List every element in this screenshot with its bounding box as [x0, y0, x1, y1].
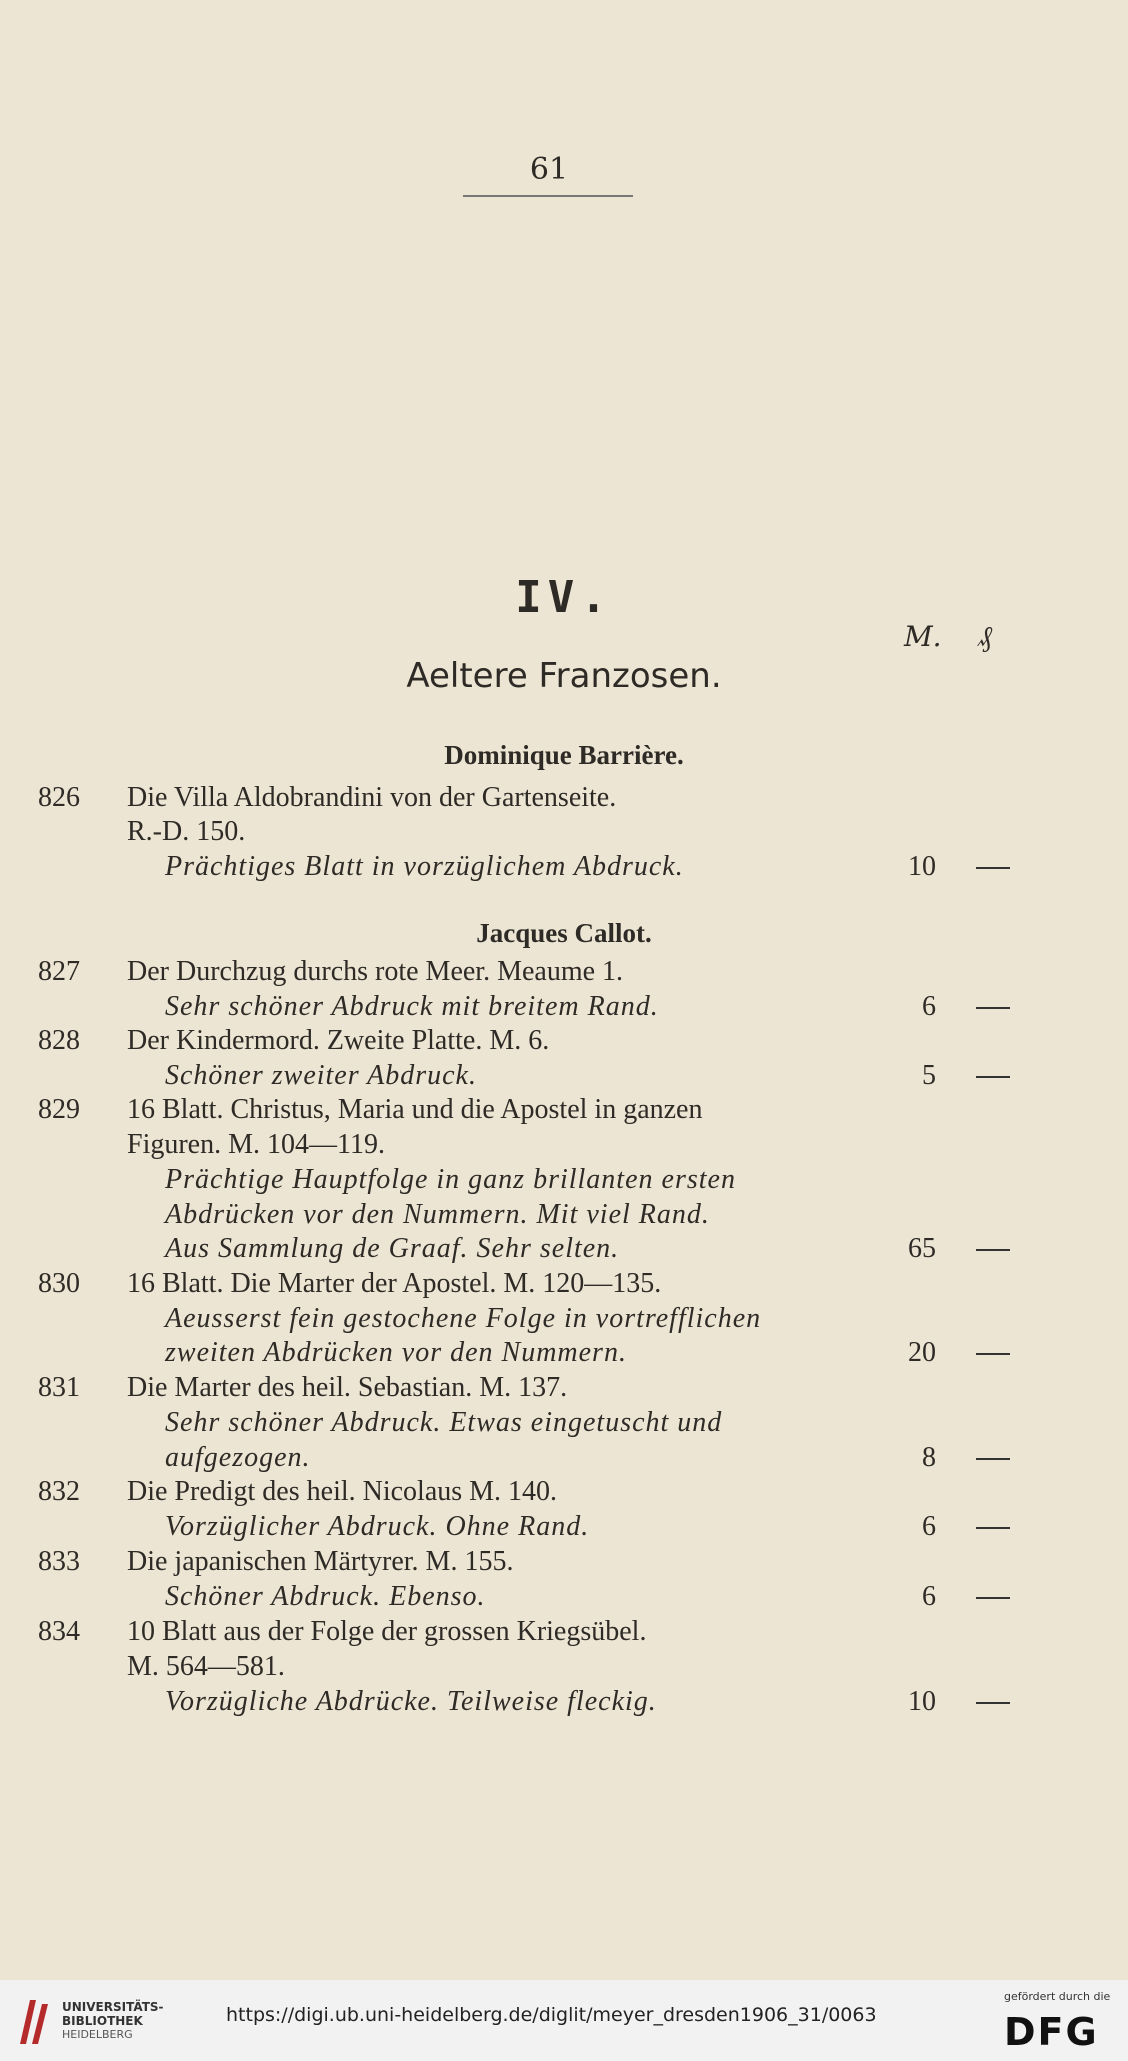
lot-number: 830 [38, 1268, 80, 1299]
pfennig-dash [976, 1076, 1010, 1078]
pfennig-dash [976, 1527, 1010, 1529]
lot-title: Die Marter des heil. Sebastian. M. 137. [127, 1372, 568, 1403]
catalogue-line [0, 1371, 1128, 1405]
lot-number: 832 [38, 1476, 80, 1507]
catalogue-line [0, 1232, 1128, 1266]
lot-number: 827 [38, 956, 80, 987]
lot-price-marks: 65 [908, 1233, 936, 1264]
pfennig-column-header: ₰ [978, 620, 992, 653]
lot-description: zweiten Abdrücken vor den Nummern. [165, 1337, 627, 1368]
library-city: HEIDELBERG [62, 2028, 133, 2041]
lot-title: Die japanischen Märtyrer. M. 155. [127, 1546, 514, 1577]
pfennig-dash [976, 1249, 1010, 1251]
funded-by-label: gefördert durch die [1004, 1990, 1111, 2003]
pfennig-dash [976, 1353, 1010, 1355]
lot-price-marks: 6 [922, 991, 936, 1022]
lot-title: Die Predigt des heil. Nicolaus M. 140. [127, 1476, 558, 1507]
catalogue-line [0, 1685, 1128, 1719]
catalogue-line [0, 850, 1128, 884]
lot-price-marks: 6 [922, 1581, 936, 1612]
catalogue-line [0, 1441, 1128, 1475]
catalogue-line [0, 1198, 1128, 1232]
lot-price-marks: 20 [908, 1337, 936, 1368]
lot-title: 10 Blatt aus der Folge der grossen Kriegsübel. [127, 1616, 647, 1647]
permalink-url[interactable]: https://digi.ub.uni-heidelberg.de/diglit/meyer_dresden1906_31/0063 [226, 2004, 877, 2026]
lot-description: Schöner Abdruck. Ebenso. [165, 1581, 486, 1612]
lot-title: 16 Blatt. Christus, Maria und die Apostel in ganzen [127, 1094, 703, 1125]
catalogue-line [0, 1024, 1128, 1058]
page-number-rule [463, 195, 633, 197]
pfennig-dash [976, 1597, 1010, 1599]
lot-description: Abdrücken vor den Nummern. Mit viel Rand. [165, 1199, 710, 1230]
catalogue-line [0, 1475, 1128, 1509]
university-library-logo-icon [14, 1994, 52, 2046]
catalogue-line [0, 1510, 1128, 1544]
catalogue-line [0, 1302, 1128, 1336]
footer-bar [0, 1980, 1128, 2061]
dfg-logo: DFG [1004, 2010, 1099, 2054]
catalogue-line [0, 990, 1128, 1024]
lot-description: aufgezogen. [165, 1442, 311, 1473]
lot-title-continued: R.-D. 150. [127, 816, 246, 847]
pfennig-dash [976, 1702, 1010, 1704]
pfennig-dash [976, 867, 1010, 869]
catalogue-line [0, 1545, 1128, 1579]
catalogue-line [0, 1093, 1128, 1127]
lot-number: 833 [38, 1546, 80, 1577]
section-title: Aeltere Franzosen. [406, 656, 722, 696]
lot-description: Vorzügliche Abdrücke. Teilweise fleckig. [165, 1686, 657, 1717]
lot-description: Sehr schöner Abdruck. Etwas eingetuscht und [165, 1407, 723, 1438]
lot-description: Aeusserst fein gestochene Folge in vortrefflichen [165, 1303, 762, 1334]
catalogue-line [0, 955, 1128, 989]
catalogue-line [0, 781, 1128, 815]
catalogue-line [0, 1615, 1128, 1649]
catalogue-line [0, 1580, 1128, 1614]
lot-price-marks: 10 [908, 851, 936, 882]
page-number: 61 [529, 152, 569, 187]
catalogue-line [0, 1267, 1128, 1301]
lot-description: Prächtige Hauptfolge in ganz brillanten ersten [165, 1164, 736, 1195]
lot-number: 834 [38, 1616, 80, 1647]
lot-title-continued: Figuren. M. 104—119. [127, 1129, 385, 1160]
mark-column-header: M. [904, 620, 942, 653]
catalogue-line [0, 1163, 1128, 1197]
chapter-numeral: IV. [515, 572, 613, 623]
library-name: UNIVERSITÄTS-BIBLIOTHEK [62, 2000, 164, 2028]
lot-number: 829 [38, 1094, 80, 1125]
lot-description: Aus Sammlung de Graaf. Sehr selten. [165, 1233, 620, 1264]
lot-price-marks: 10 [908, 1686, 936, 1717]
lot-title: Der Kindermord. Zweite Platte. M. 6. [127, 1025, 550, 1056]
pfennig-dash [976, 1458, 1010, 1460]
lot-number: 831 [38, 1372, 80, 1403]
catalogue-line [0, 1650, 1128, 1684]
lot-description: Prächtiges Blatt in vorzüglichem Abdruck. [165, 851, 684, 882]
lot-price-marks: 6 [922, 1511, 936, 1542]
pfennig-dash [976, 1007, 1010, 1009]
lot-number: 826 [38, 782, 80, 813]
catalogue-line [0, 1059, 1128, 1093]
catalogue-line [0, 1128, 1128, 1162]
artist-heading-barriere: Dominique Barrière. [444, 740, 684, 770]
lot-price-marks: 5 [922, 1060, 936, 1091]
lot-description: Sehr schöner Abdruck mit breitem Rand. [165, 991, 659, 1022]
lot-title: Der Durchzug durchs rote Meer. Meaume 1. [127, 956, 624, 987]
lot-description: Schöner zweiter Abdruck. [165, 1060, 477, 1091]
lot-title-continued: M. 564—581. [127, 1651, 285, 1682]
catalogue-line [0, 815, 1128, 849]
catalogue-line [0, 1406, 1128, 1440]
lot-title: Die Villa Aldobrandini von der Gartenseite. [127, 782, 617, 813]
lot-number: 828 [38, 1025, 80, 1056]
artist-heading-callot: Jacques Callot. [476, 918, 652, 948]
lot-title: 16 Blatt. Die Marter der Apostel. M. 120—135. [127, 1268, 662, 1299]
lot-description: Vorzüglicher Abdruck. Ohne Rand. [165, 1511, 590, 1542]
lot-price-marks: 8 [922, 1442, 936, 1473]
catalogue-line [0, 1336, 1128, 1370]
